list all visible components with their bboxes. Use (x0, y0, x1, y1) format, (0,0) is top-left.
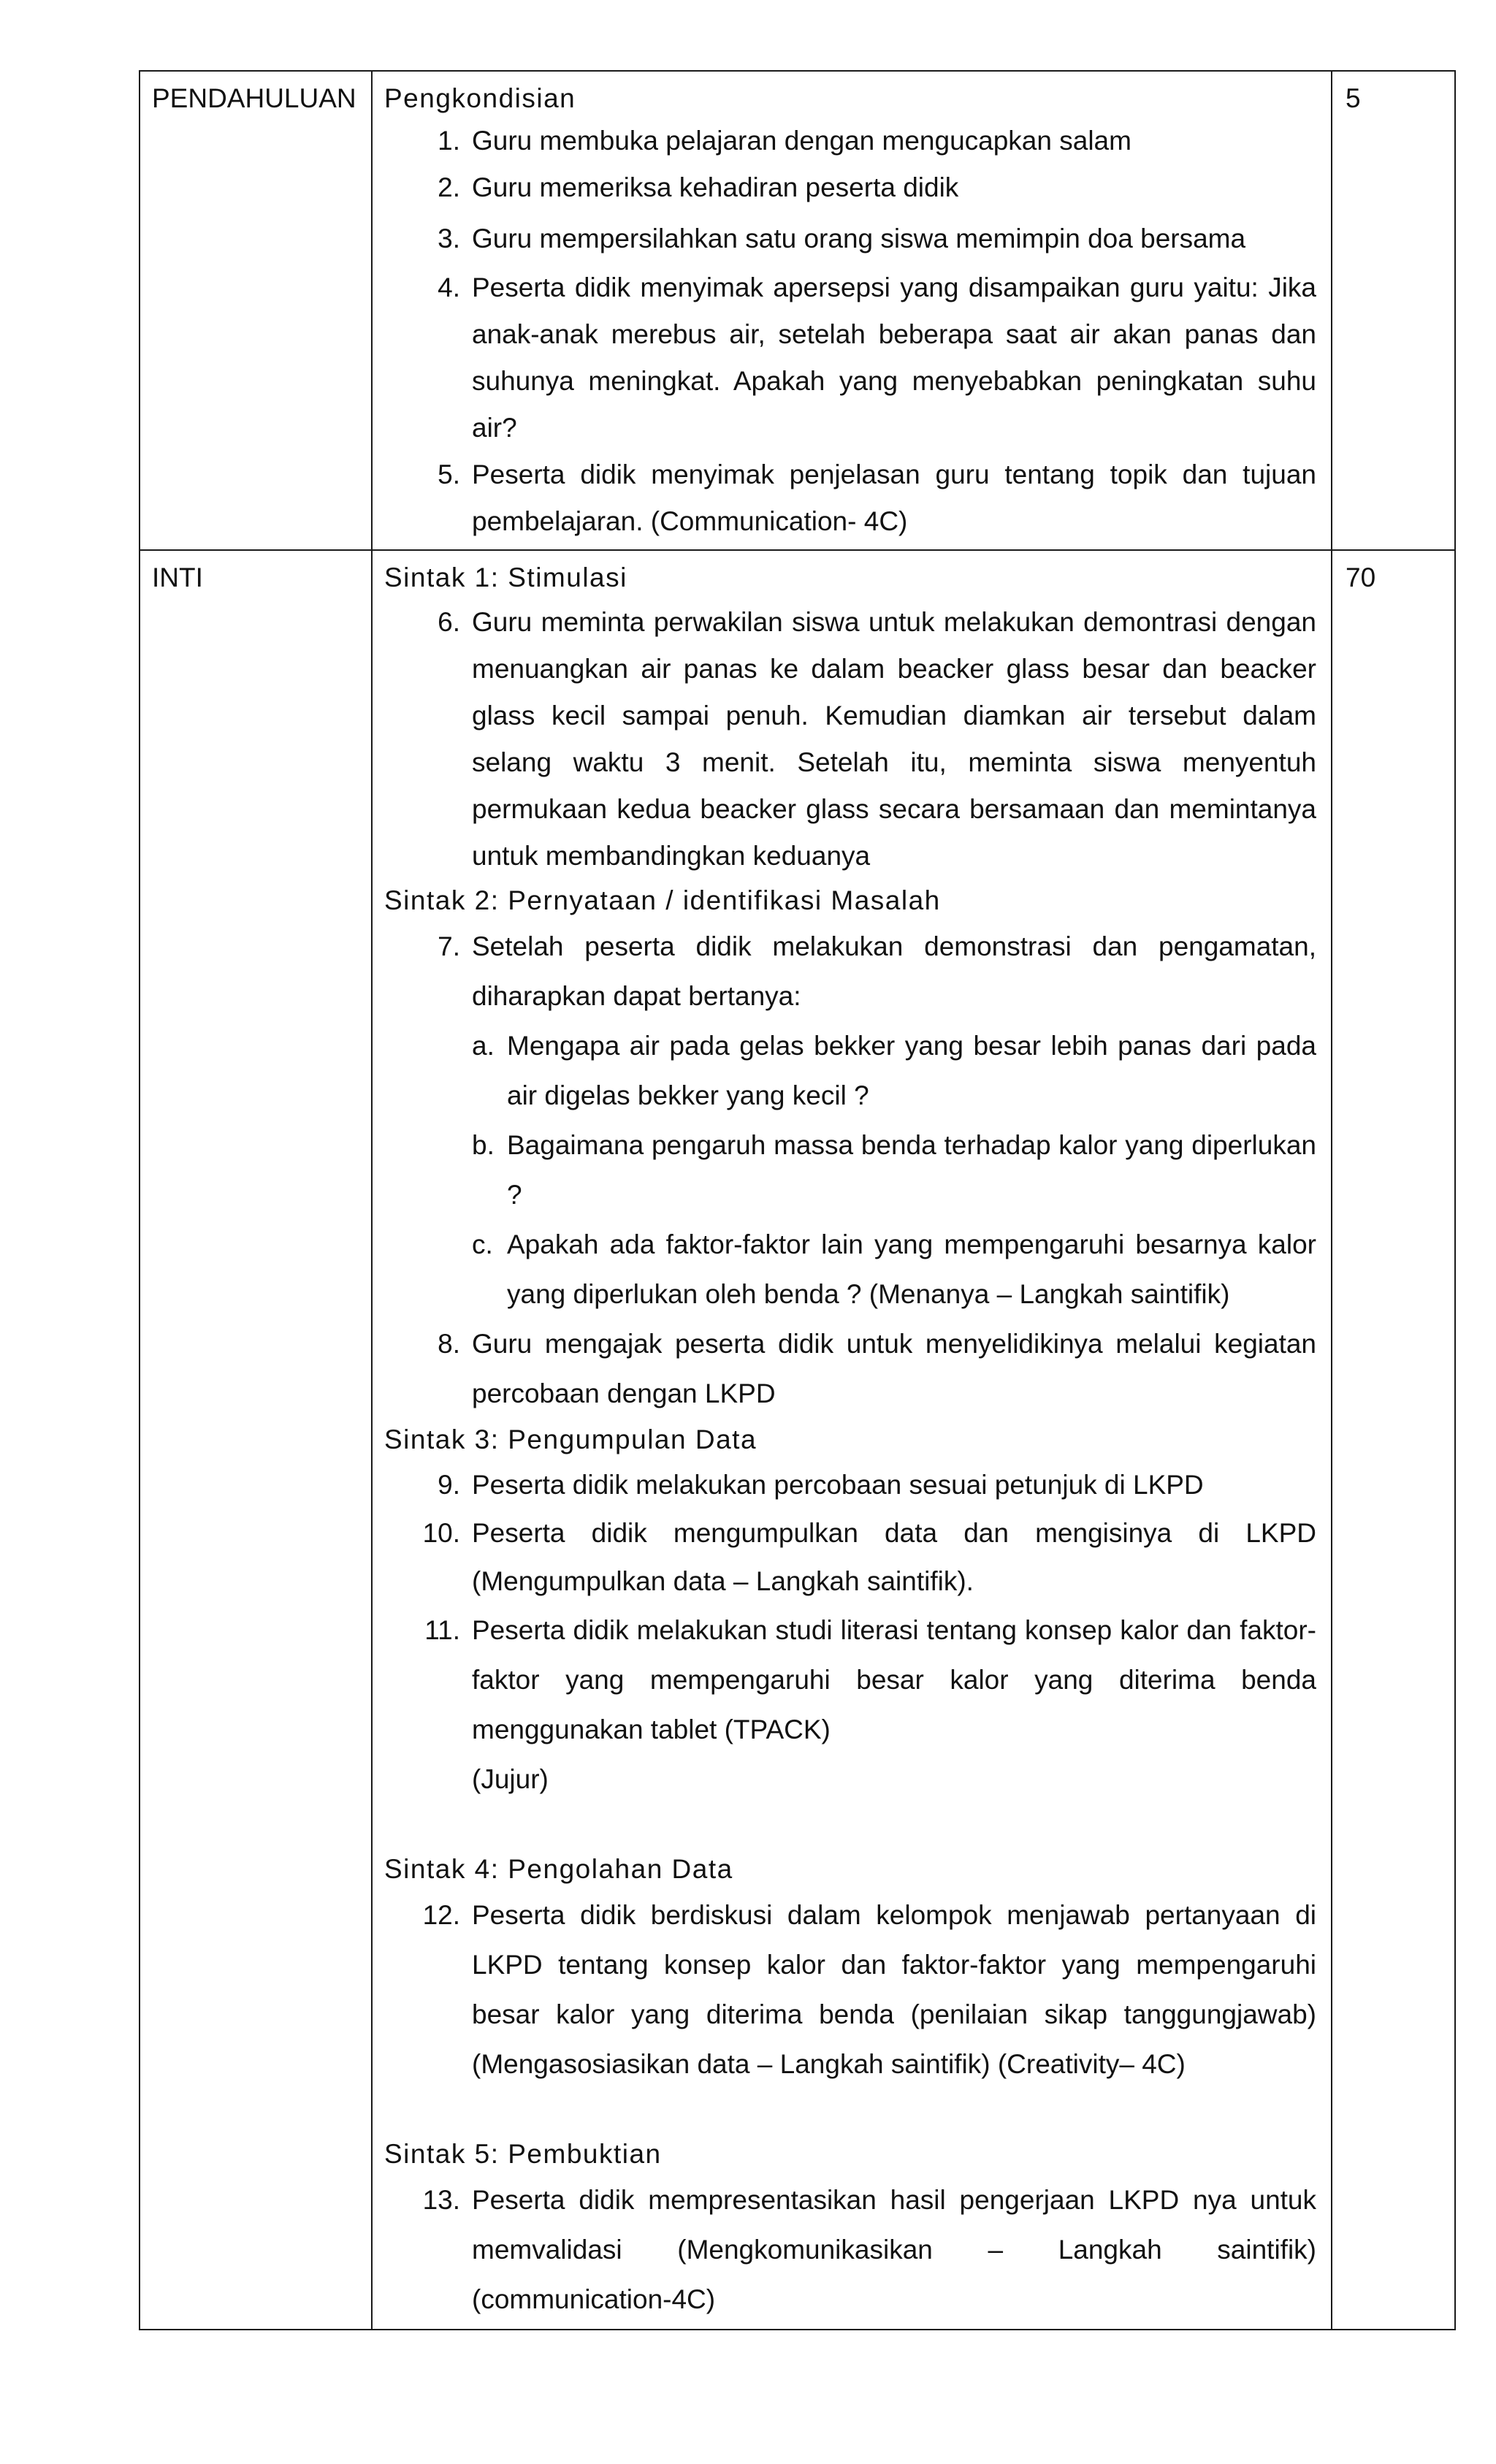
phase-cell (140, 71, 372, 550)
step-number: 1. (438, 126, 460, 156)
step-list (384, 2175, 1319, 2324)
step-text: Peserta didik mempresentasikan hasil pengerjaan LKPD nya untuk memvalidasi (Mengkomunikasikan – Langkah saintifik) (communication-4C) (472, 2185, 1316, 2314)
step-text: Peserta didik melakukan studi literasi tentang konsep kalor dan faktor-faktor yang mempengaruhi besar kalor yang diterima benda menggunakan tablet (TPACK) (472, 1615, 1316, 1744)
step-list (384, 599, 1319, 880)
question-text: Bagaimana pengaruh massa benda terhadap kalor yang diperlukan ? (507, 1130, 1316, 1210)
phase-label: PENDAHULUAN (152, 83, 356, 113)
sintak-5-heading: Sintak 5: Pembuktian (384, 2139, 662, 2169)
question-letter: c. (472, 1229, 493, 1259)
question-letter: a. (472, 1031, 495, 1061)
list-item (384, 1461, 1319, 1509)
list-item (384, 1606, 1319, 1804)
list-item (384, 1509, 1319, 1606)
sintak-3-heading: Sintak 3: Pengumpulan Data (384, 1424, 757, 1454)
list-item (472, 1021, 1316, 1121)
time-cell (1332, 71, 1455, 550)
step-text: Peserta didik berdiskusi dalam kelompok menjawab pertanyaan di LKPD tentang konsep kalor dan faktor-faktor yang mempengaruhi besar kalor yang diterima benda (penilaian sikap tanggungjawab) (Mengasosiasikan data – Langkah saintifik) (Creativity– 4C) (472, 1900, 1316, 2079)
table-row-pendahuluan (140, 71, 1455, 550)
activity-cell (372, 550, 1332, 2330)
attitude-note: (Jujur) (472, 1764, 549, 1794)
step-number: 4. (438, 272, 460, 302)
list-item (384, 1891, 1319, 2089)
list-item (384, 264, 1319, 451)
step-text: Guru memeriksa kehadiran peserta didik (472, 172, 959, 202)
step-text: Peserta didik melakukan percobaan sesuai petunjuk di LKPD (472, 1470, 1204, 1500)
time-value: 70 (1346, 562, 1376, 592)
step-text: Guru meminta perwakilan siswa untuk melakukan demontrasi dengan menuangkan air panas ke dalam beacker glass besar dan beacker glass kecil sampai penuh. Kemudian diamkan air tersebut dalam selang waktu 3 menit. Setelah itu, meminta siswa menyentuh permukaan kedua beacker glass secara bersamaan dan memintanya untuk membandingkan keduanya (472, 607, 1316, 871)
step-number: 2. (438, 172, 460, 202)
step-number: 13. (422, 2185, 460, 2215)
step-text: Peserta didik mengumpulkan data dan mengisinya di LKPD (Mengumpulkan data – Langkah saintifik). (472, 1518, 1316, 1596)
list-item (384, 451, 1319, 545)
sintak-2-heading: Sintak 2: Pernyataan / identifikasi Masalah (384, 885, 941, 915)
spacer (384, 1804, 1319, 1848)
step-text: Peserta didik menyimak apersepsi yang disampaikan guru yaitu: Jika anak-anak merebus air, setelah beberapa saat air akan panas dan suhunya meningkat. Apakah yang menyebabkan peningkatan suhu air? (472, 272, 1316, 443)
lesson-plan-table (139, 70, 1456, 2330)
list-item (472, 1220, 1316, 1319)
table-row-inti (140, 550, 1455, 2330)
step-number: 5. (438, 459, 460, 489)
phase-label: INTI (152, 562, 203, 592)
step-list (384, 120, 1319, 545)
section-heading: Pengkondisian (384, 83, 576, 113)
step-text: Peserta didik menyimak penjelasan guru tentang topik dan tujuan pembelajaran. (Communication- 4C) (472, 459, 1316, 536)
list-item (384, 922, 1319, 1319)
list-item (472, 1121, 1316, 1220)
time-cell (1332, 550, 1455, 2330)
step-text: Guru membuka pelajaran dengan mengucapkan salam (472, 126, 1131, 156)
sintak-4-heading: Sintak 4: Pengolahan Data (384, 1854, 733, 1884)
phase-cell (140, 550, 372, 2330)
time-value: 5 (1346, 83, 1361, 113)
step-number: 8. (438, 1329, 460, 1359)
question-text: Mengapa air pada gelas bekker yang besar lebih panas dari pada air digelas bekker yang kecil ? (507, 1031, 1316, 1110)
step-list (384, 1891, 1319, 2089)
step-number: 9. (438, 1470, 460, 1500)
step-number: 3. (438, 224, 460, 253)
sintak-1-heading: Sintak 1: Stimulasi (384, 562, 627, 592)
step-number: 6. (438, 607, 460, 637)
question-text: Apakah ada faktor-faktor lain yang mempengaruhi besarnya kalor yang diperlukan oleh benda ? (Menanya – Langkah saintifik) (507, 1229, 1316, 1309)
step-list (384, 922, 1319, 1419)
step-number: 11. (424, 1615, 460, 1645)
spacer (384, 2089, 1319, 2133)
step-list (384, 1461, 1319, 1804)
step-text: Guru mempersilahkan satu orang siswa memimpin doa bersama (472, 224, 1246, 253)
step-number: 10. (422, 1518, 460, 1548)
list-item (384, 162, 1319, 213)
list-item (384, 599, 1319, 880)
list-item (384, 2175, 1319, 2324)
step-text: Guru mengajak peserta didik untuk menyelidikinya melalui kegiatan percobaan dengan LKPD (472, 1329, 1316, 1408)
step-text: Setelah peserta didik melakukan demonstrasi dan pengamatan, diharapkan dapat bertanya: (472, 931, 1316, 1011)
step-number: 12. (422, 1900, 460, 1930)
step-number: 7. (438, 931, 460, 961)
list-item (384, 213, 1319, 264)
question-list (472, 1021, 1316, 1319)
list-item (384, 1319, 1319, 1419)
activity-cell (372, 71, 1332, 550)
question-letter: b. (472, 1130, 495, 1160)
list-item (384, 120, 1319, 162)
